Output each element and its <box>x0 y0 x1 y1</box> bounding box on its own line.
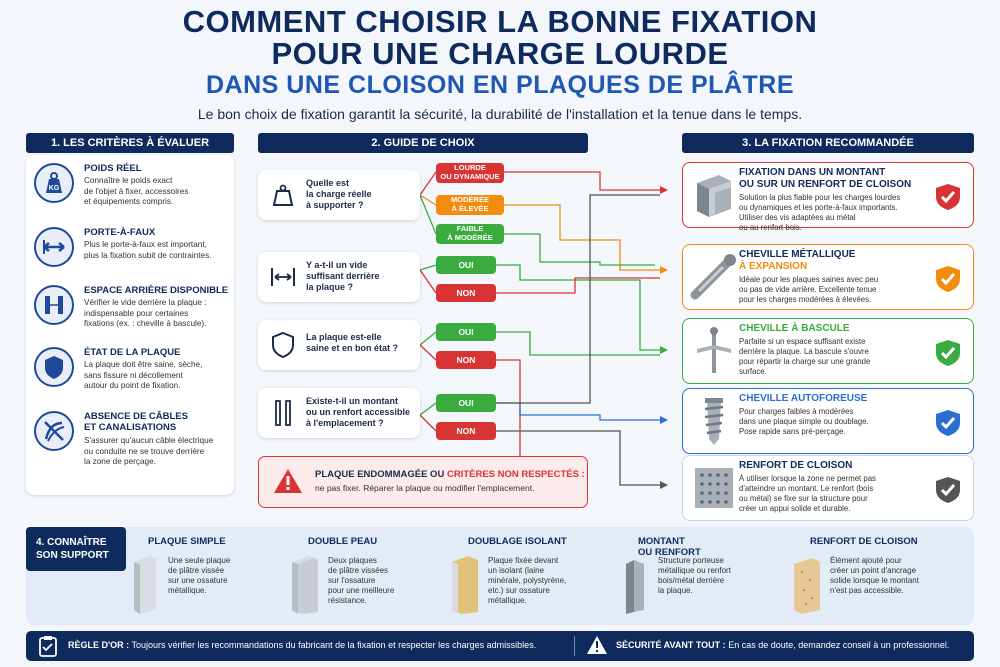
criterion-title: ESPACE ARRIÈRE DISPONIBLE <box>84 285 229 296</box>
insulated-plate-image <box>450 552 480 614</box>
title-line-1: COMMENT CHOISIR LA BONNE FIXATION <box>182 4 818 39</box>
perforated-plate-image <box>689 462 739 514</box>
footer-divider <box>574 636 575 656</box>
answer-no[interactable]: NON <box>436 351 496 369</box>
weight-icon <box>268 180 298 210</box>
subtitle: Le bon choix de fixation garantit la sécurité, la durabilité de l'installation et la tenue dans le temps. <box>197 106 803 122</box>
orange-check-shield-icon <box>935 265 961 293</box>
question-plate: La plaque est-elle saine et en bon état ? <box>258 320 420 370</box>
blue-check-shield-icon <box>935 409 961 437</box>
answer-yes[interactable]: OUI <box>436 394 496 412</box>
gap-arrow-icon <box>268 262 298 292</box>
footer-bar: RÈGLE D'OR : Toujours vérifier les recommandations du fabricant de la fixation et respecter les charges admissibles. SÉCURITÉ AVANT TOUT : En cas de doute, demandez conseil à un professionnel. <box>26 631 974 661</box>
criterion-title: PORTE-À-FAUX <box>84 227 156 238</box>
option-moderate-high[interactable]: MODÉRÉE À ÉLEVÉE <box>436 195 504 215</box>
section-support-header: 4. CONNAÎTRE SON SUPPORT <box>26 527 126 571</box>
red-check-shield-icon <box>935 183 961 211</box>
title-line-2: POUR UNE CHARGE LOURDE <box>271 36 729 71</box>
answer-no[interactable]: NON <box>436 284 496 302</box>
criterion-desc: La plaque doit être saine, sèche, sans fissure ni décollement autour du point de fixation. <box>84 360 203 390</box>
criterion-desc: Vérifier le vide derrière la plaque : indispensable pour certaines fixations (ex. : cheville à bascule). <box>84 298 207 328</box>
grey-check-shield-icon <box>935 476 961 504</box>
answer-yes[interactable]: OUI <box>436 256 496 274</box>
green-check-shield-icon <box>935 339 961 367</box>
wood-reinforcement-image <box>792 552 822 614</box>
expansion-anchor-image <box>689 251 739 303</box>
question-stud: Existe-t-il un montant ou un renfort accessible à l'emplacement ? <box>258 388 420 438</box>
rec-toggle-bolt: CHEVILLE À BASCULE Parfaite si un espace suffisant existe derrière la plaque. La bascule s'ouvre pour répartir la charge sur une grande surface. <box>682 318 974 384</box>
support-double-skin: DOUBLE PEAU Deux plaques de plâtre vissées sur l'ossature pour une meilleure résistance. <box>280 532 440 622</box>
warning-text: ne pas fixer. Réparer la plaque ou modifier l'emplacement. <box>315 483 535 493</box>
support-stud: MONTANT OU RENFORT Structure porteuse métallique ou renfort bois/métal derrière la plaque. <box>610 532 770 622</box>
plate-image <box>130 552 160 614</box>
shield-icon <box>268 330 298 360</box>
option-light-moderate[interactable]: FAIBLE À MODÉRÉE <box>436 224 504 244</box>
section-recommended-header: 3. LA FIXATION RECOMMANDÉE <box>682 133 974 153</box>
support-reinforcement: RENFORT DE CLOISON Élément ajouté pour créer un point d'ancrage solide lorsque le montant n'est pas accessible. <box>782 532 942 622</box>
criterion-title: ABSENCE DE CÂBLES ET CANALISATIONS <box>84 411 188 433</box>
option-heavy[interactable]: LOURDE OU DYNAMIQUE <box>436 163 504 183</box>
rec-expansion-anchor: CHEVILLE MÉTALLIQUE À EXPANSION Idéale pour les plaques saines avec peu ou pas de vide arrière. Excellente tenue pour les charges modérées à élevées. <box>682 244 974 310</box>
answer-yes[interactable]: OUI <box>436 323 496 341</box>
criterion-title: ÉTAT DE LA PLAQUE <box>84 347 181 358</box>
svg-text:KG: KG <box>48 185 60 192</box>
section-guide-header: 2. GUIDE DE CHOIX <box>258 133 588 153</box>
title-line-3: DANS UNE CLOISON EN PLAQUES DE PLÂTRE <box>206 71 794 99</box>
section-criteria-header: 1. LES CRITÈRES À ÉVALUER <box>26 133 234 153</box>
warning-icon <box>586 635 608 655</box>
question-void: Y a-t-il un vide suffisant derrière la plaque ? <box>258 252 420 302</box>
answer-no[interactable]: NON <box>436 422 496 440</box>
clipboard-icon <box>38 635 58 657</box>
warning-box: PLAQUE ENDOMMAGÉE OU CRITÈRES NON RESPECTÉS : ne pas fixer. Réparer la plaque ou modifier l'emplacement. <box>258 456 588 508</box>
rec-wall-reinforcement: RENFORT DE CLOISON À utiliser lorsque la zone ne permet pas d'atteindre un montant. Le renfort (bois ou métal) se fixe sur la structure pour créer un appui solide et durable. <box>682 455 974 521</box>
criterion-title: POIDS RÉEL <box>84 163 142 174</box>
criterion-desc: S'assurer qu'aucun câble électrique ou conduite ne se trouve derrière la zone de perçage. <box>84 436 214 466</box>
support-simple-plate: PLAQUE SIMPLE Une seule plaque de plâtre vissée sur une ossature métallique. <box>120 532 280 622</box>
self-drilling-anchor-image <box>689 395 739 447</box>
support-insulated-lining: DOUBLAGE ISOLANT Plaque fixée devant un isolant (laine minérale, polystyrène, etc.) sur ossature métallique. <box>440 532 600 622</box>
metal-stud-image <box>689 169 739 221</box>
rec-self-drilling: CHEVILLE AUTOFOREUSE Pour charges faibles à modérées dans une plaque simple ou doublage. Pose rapide sans pré-perçage. <box>682 388 974 454</box>
criterion-desc: Plus le porte-à-faux est important, plus la fixation subit de contraintes. <box>84 240 212 260</box>
double-plate-image <box>290 552 320 614</box>
warning-icon <box>273 467 303 495</box>
metal-stud-image <box>620 552 650 614</box>
rec-stud-fixing: FIXATION DANS UN MONTANT OU SUR UN RENFORT DE CLOISON Solution la plus fiable pour les charges lourdes ou dynamiques et les porte-à-faux importants. Utiliser des vis adaptées au métal ou au renfort bois. <box>682 162 974 228</box>
toggle-bolt-image <box>689 325 739 377</box>
criterion-desc: Connaître le poids exact de l'objet à fixer, accessoires et équipements compris. <box>84 176 189 206</box>
stud-icon <box>268 398 298 428</box>
question-load: Quelle est la charge réelle à supporter ? <box>258 170 420 220</box>
